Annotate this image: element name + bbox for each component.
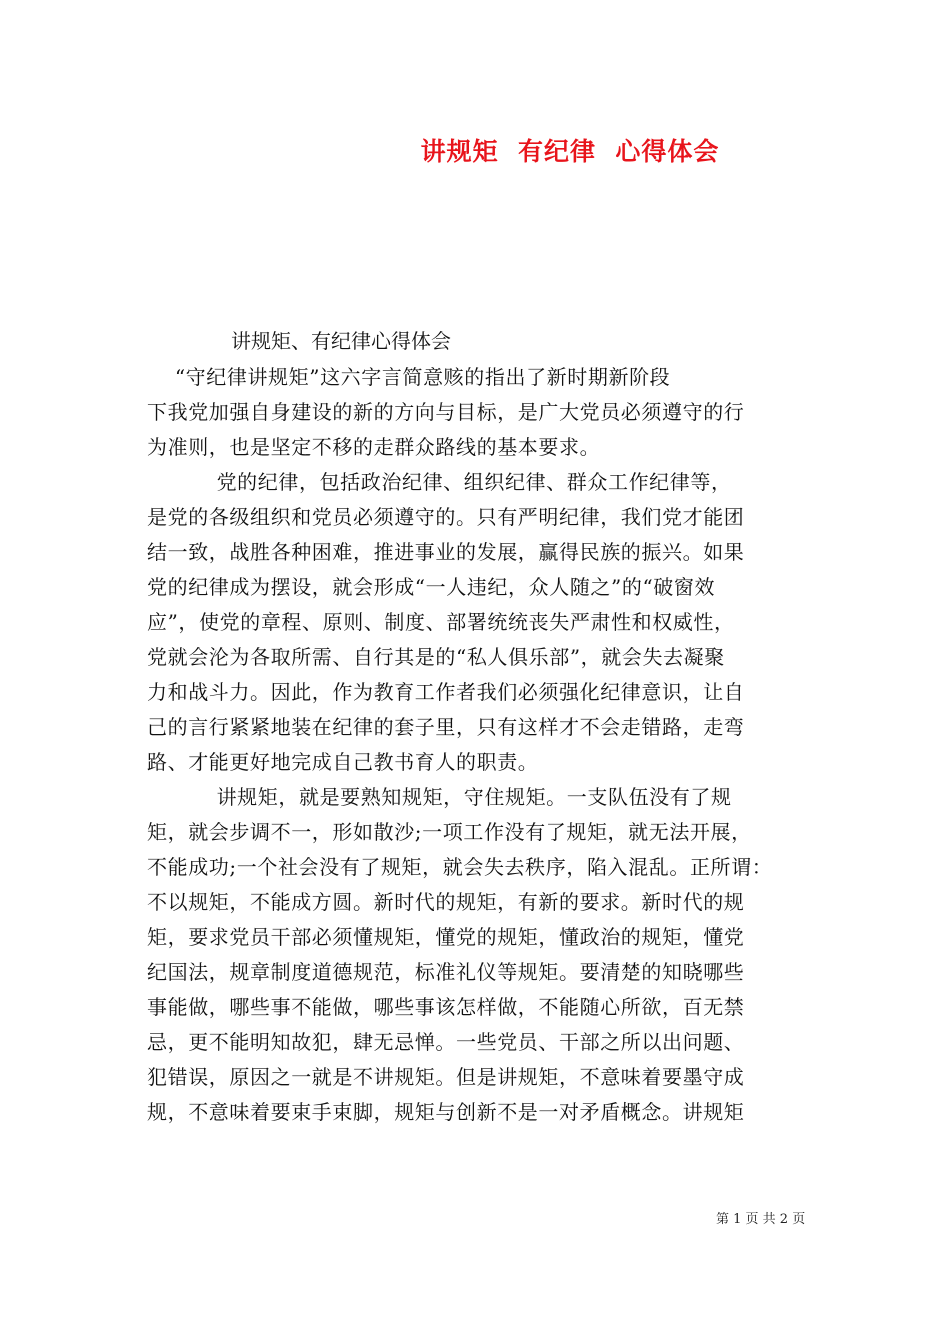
page-number-footer: 第 1 页 共 2 页 bbox=[716, 1212, 806, 1227]
paragraph-line: 不能成功;一个社会没有了规矩，就会失去秩序，陷入混乱。正所谓： bbox=[147, 855, 773, 879]
paragraph-1 bbox=[147, 360, 807, 465]
paragraph-line: 矩，就会步调不一，形如散沙;一项工作没有了规矩，就无法开展， bbox=[147, 820, 752, 844]
paragraph-line: 结一致，战胜各种困难，推进事业的发展，赢得民族的振兴。如果 bbox=[147, 540, 745, 564]
paragraph-line: 路、才能更好地完成自己教书育人的职责。 bbox=[147, 750, 539, 774]
paragraph-line: 党的纪律成为摆设，就会形成“一人违纪，众人随之”的“破窗效 bbox=[147, 575, 716, 599]
paragraph-line: 党就会沦为各取所需、自行其是的“私人俱乐部”，就会失去凝聚 bbox=[147, 645, 725, 669]
paragraph-line: 力和战斗力。因此，作为教育工作者我们必须强化纪律意识，让自 bbox=[147, 680, 745, 704]
paragraph-line: 己的言行紧紧地装在纪律的套子里，只有这样才不会走错路，走弯 bbox=[147, 715, 745, 739]
paragraph-line: 讲规矩，就是要熟知规矩，守住规矩。一支队伍没有了规 bbox=[147, 785, 732, 809]
paragraph-line: 党的纪律，包括政治纪律、组织纪律、群众工作纪律等， bbox=[147, 470, 732, 494]
paragraph-2 bbox=[147, 465, 807, 780]
document-title: 讲规矩 有纪律 心得体会 bbox=[420, 137, 720, 166]
document-subtitle: 讲规矩、有纪律心得体会 bbox=[231, 329, 451, 353]
paragraph-line: 应”，使党的章程、原则、制度、部署统统丧失严肃性和权威性， bbox=[147, 610, 735, 634]
paragraph-line: 不以规矩，不能成方圆。新时代的规矩，有新的要求。新时代的规 bbox=[147, 890, 745, 914]
paragraph-3 bbox=[147, 780, 807, 1130]
paragraph-line: 下我党加强自身建设的新的方向与目标，是广大党员必须遵守的行 bbox=[147, 400, 745, 424]
paragraph-line: 规，不意味着要束手束脚，规矩与创新不是一对矛盾概念。讲规矩 bbox=[147, 1100, 745, 1124]
paragraph-line: 矩，要求党员干部必须懂规矩，懂党的规矩，懂政治的规矩，懂党 bbox=[147, 925, 745, 949]
paragraph-line: 纪国法，规章制度道德规范，标准礼仪等规矩。要清楚的知晓哪些 bbox=[147, 960, 745, 984]
paragraph-line: 为准则，也是坚定不移的走群众路线的基本要求。 bbox=[147, 435, 601, 459]
paragraph-line: 事能做，哪些事不能做，哪些事该怎样做，不能随心所欲，百无禁 bbox=[147, 995, 745, 1019]
paragraph-line: 犯错误，原因之一就是不讲规矩。但是讲规矩，不意味着要墨守成 bbox=[147, 1065, 745, 1089]
document-body bbox=[147, 360, 807, 1130]
paragraph-line: “守纪律讲规矩”这六字言简意赅的指出了新时期新阶段 bbox=[147, 365, 671, 389]
paragraph-line: 忌，更不能明知故犯，肆无忌惮。一些党员、干部之所以出问题、 bbox=[147, 1030, 745, 1054]
paragraph-line: 是党的各级组织和党员必须遵守的。只有严明纪律，我们党才能团 bbox=[147, 505, 745, 529]
